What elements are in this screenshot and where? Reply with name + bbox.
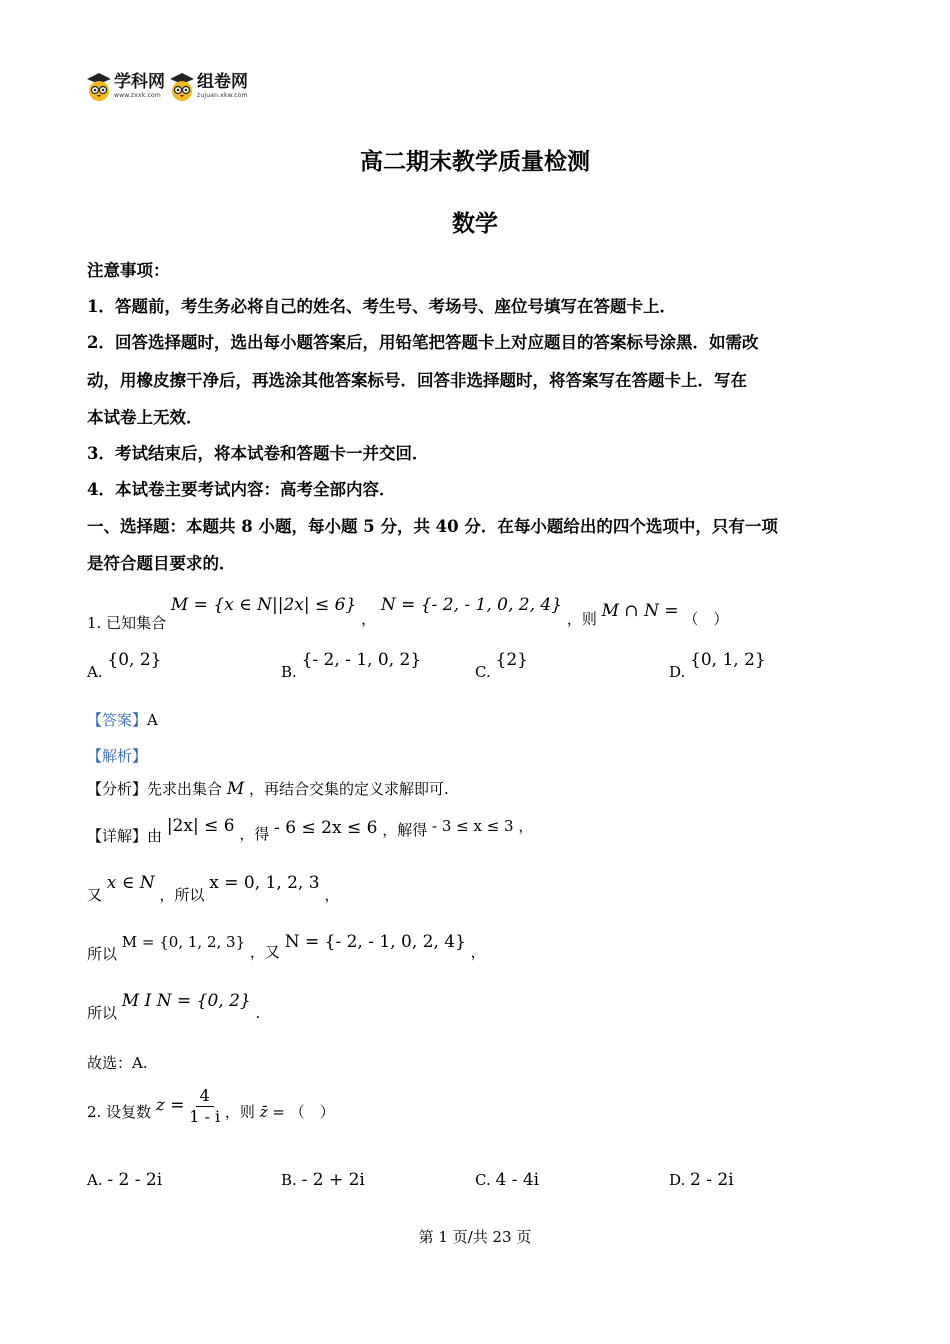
section-1-line-2: 是符合题目要求的． [87, 554, 236, 573]
q2-option-c[interactable]: C. 4 - 4i [475, 1170, 540, 1190]
xj-jiede: ，解得 [382, 821, 428, 839]
section-1-line-1: 一、选择题：本题共 8 小题，每小题 5 分，共 40 分．在每小题给出的四个选项中，只有一项 [87, 517, 778, 536]
answer-tag: 【答案】 [87, 711, 148, 729]
question-2 [87, 1086, 335, 1127]
l2-expr: x ∈ N [106, 873, 155, 893]
l4-expr: M I N = {0, 2} [121, 991, 251, 1011]
q1-option-b[interactable]: B. {- 2, - 1, 0, 2} [281, 650, 422, 681]
q1-expr: M ∩ N = [601, 601, 679, 621]
q1-option-d[interactable]: D. {0, 1, 2} [669, 650, 766, 681]
q2-denominator: 1 - i [189, 1107, 221, 1126]
logo-brand2: 组卷网 [197, 72, 248, 92]
l3-end: ， [470, 943, 486, 961]
q1-set-m: M = {x ∈ N||2x| ≤ 6} [170, 595, 357, 615]
notice-item-2-line-1: 2．回答选择题时，选出每小题答案后，用铅笔把答题卡上对应题目的答案标号涂黑．如需改 [87, 333, 759, 352]
q2-z-eq: z = [155, 1095, 185, 1116]
q1-xiangjie-line-3 [87, 931, 486, 963]
l2-suoyi: ，所以 [159, 886, 205, 904]
q1-prefix: 1. 已知集合 [87, 614, 167, 632]
q1-guxuan: 故选：A. [87, 1054, 148, 1072]
q1-xiangjie-line-1 [87, 815, 534, 845]
logo-brand2-url: zujuan.xkw.com [197, 92, 248, 99]
l3-set-n: N = {- 2, - 1, 0, 2, 4} [284, 932, 466, 952]
notice-item-2-line-3: 本试卷上无效． [87, 408, 203, 427]
q1-fenxi [87, 778, 449, 799]
owl-icon [169, 72, 195, 102]
xj-end: ， [518, 817, 534, 835]
fenxi-text-a: 先求出集合 [147, 780, 223, 798]
l3-set-m: M = {0, 1, 2, 3} [121, 933, 246, 951]
q1-option-c[interactable]: C. {2} [475, 650, 528, 681]
fenxi-text-b: ，再结合交集的定义求解即可. [249, 780, 449, 798]
exam-subject: 数学 [452, 210, 498, 237]
q2-option-a[interactable]: A. - 2 - 2i [87, 1170, 163, 1190]
xj-de: ，得 [239, 825, 270, 843]
xj-you: 由 [147, 827, 163, 845]
xj-ineq-1: |2x| ≤ 6 [166, 816, 235, 836]
l2-you: 又 [87, 886, 103, 904]
notice-heading: 注意事项： [87, 261, 170, 280]
logo-zujuan [169, 72, 248, 102]
q2-paren: （ ） [289, 1102, 335, 1121]
q2-fraction [189, 1086, 220, 1127]
owl-icon [86, 72, 112, 102]
xj-ineq-3: - 3 ≤ x ≤ 3 [432, 817, 514, 835]
q2-then: ，则 [224, 1102, 255, 1121]
q2-option-d[interactable]: D. 2 - 2i [669, 1170, 734, 1190]
question-1 [87, 594, 729, 632]
fenxi-set-m: M [226, 779, 245, 799]
xiangjie-tag: 【详解】 [87, 827, 148, 845]
analysis-tag: 【解析】 [87, 747, 148, 765]
fenxi-tag: 【分析】 [87, 780, 148, 798]
logo-brand1-url: www.zxxk.com [114, 92, 161, 99]
notice-item-2-line-2: 动，用橡皮擦干净后，再选涂其他答案标号．回答非选择题时，将答案写在答题卡上．写在 [87, 371, 747, 390]
notice-item-3: 3．考试结束后，将本试卷和答题卡一并交回． [87, 444, 429, 463]
q1-then: ，则 [566, 610, 597, 628]
q2-option-b[interactable]: B. - 2 + 2i [281, 1170, 365, 1190]
l2-result: x = 0, 1, 2, 3 [209, 873, 320, 893]
notice-item-4: 4．本试卷主要考试内容：高考全部内容． [87, 480, 396, 499]
logo-brand1: 学科网 [114, 72, 165, 92]
q2-prefix: 2. 设复数 [87, 1102, 152, 1121]
notice-item-1: 1．答题前，考生务必将自己的姓名、考生号、考场号、座位号填写在答题卡上． [87, 297, 676, 316]
q1-paren: （ ） [683, 610, 729, 628]
exam-title: 高二期末教学质量检测 [360, 148, 590, 175]
q1-option-a[interactable]: A. {0, 2} [87, 650, 162, 681]
q1-answer [87, 709, 158, 730]
l4-suoyi: 所以 [87, 1004, 118, 1022]
logo [86, 72, 252, 104]
q1-set-n: N = {- 2, - 1, 0, 2, 4} [380, 595, 563, 615]
l4-end: . [255, 1004, 261, 1022]
q2-numerator: 4 [196, 1086, 214, 1107]
q1-xiangjie-line-2 [87, 872, 340, 904]
xj-ineq-2: - 6 ≤ 2x ≤ 6 [274, 818, 378, 838]
q1-xiangjie-line-4 [87, 990, 261, 1022]
l2-end: ， [324, 886, 340, 904]
page-footer: 第 1 页/共 23 页 [418, 1228, 532, 1246]
q2-zbar: z̄ = [259, 1102, 285, 1121]
l3-suoyi: 所以 [87, 945, 118, 963]
logo-zxxk [86, 72, 165, 102]
q1-comma: ， [361, 610, 377, 628]
l3-you: ，又 [249, 943, 280, 961]
answer-value: A [147, 711, 158, 729]
